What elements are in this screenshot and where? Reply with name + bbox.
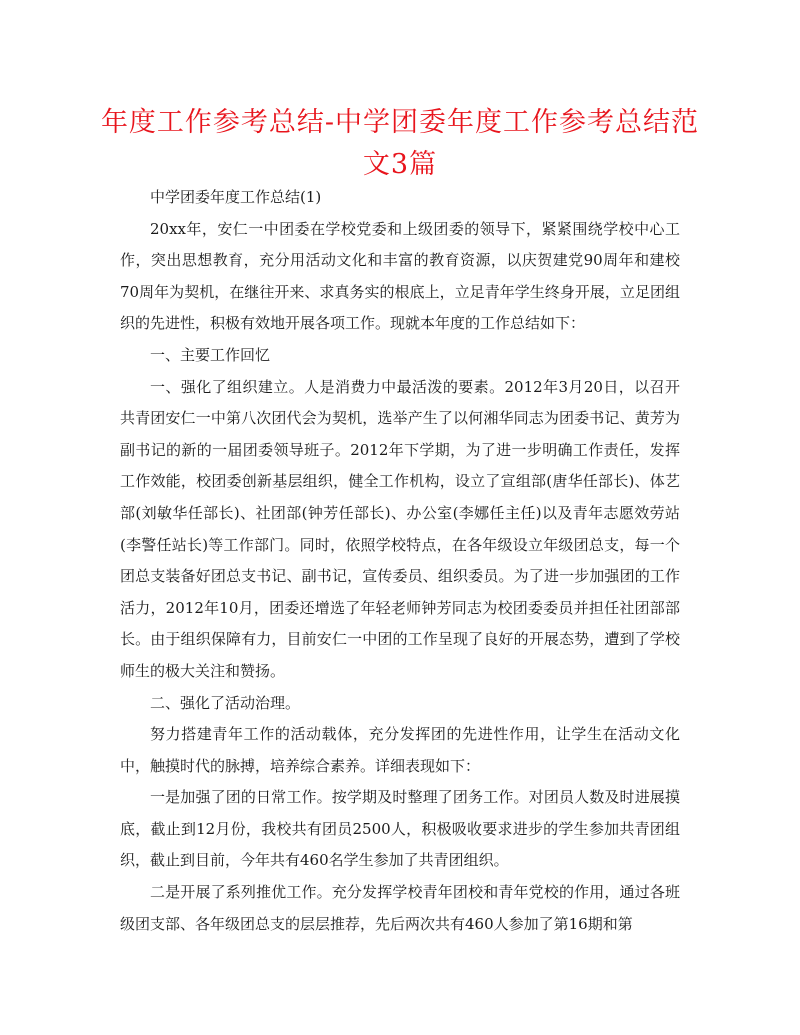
section-heading: 二、强化了活动治理。 [150, 693, 301, 712]
document-title: 年度工作参考总结-中学团委年度工作参考总结范文3篇 [100, 107, 700, 180]
body-paragraph: 一、强化了组织建立。人是消费力中最活泼的要素。2012年3月20日，以召开共青团安仁一中第八次团代会为契机，选举产生了以何湘华同志为团委书记、黄芳为副书记的新的一届团委领导班子。2012年下学期，为了进一步明确工作责任，发挥工作效能，校团委创新基层组织，健全工作机构，设立了宣组部(唐华任部长)、体艺部(刘敏华任部长)、社团部(钟芳任部长)、办公室(李娜任主任)以及青年志愿效劳站(李警任站长)等工作部门。同时，依照学校特点，在各年级设立年级团总支，每一个团总支装备好团总支书记、副书记，宣传委员、组织委员。为了进一步加强团的工作活力，2012年10月，团委还增选了年轻老师钟芳同志为校团委委员并担任社团部部长。由于组织保障有力，目前安仁一中团的工作呈现了良好的开展态势，遭到了学校师生的极大关注和赞扬。 [120, 377, 680, 680]
document-body [120, 182, 680, 940]
body-paragraph: 一是加强了团的日常工作。按学期及时整理了团务工作。对团员人数及时进展摸底，截止到12月份，我校共有团员2500人，积极吸收要求进步的学生参加共青团组织，截止到目前，今年共有460名学生参加了共青团组织。 [120, 788, 680, 870]
section-heading: 一、主要工作回忆 [150, 345, 271, 364]
body-paragraph: 20xx年，安仁一中团委在学校党委和上级团委的领导下，紧紧围绕学校中心工作，突出思想教育，充分用活动文化和丰富的教育资源，以庆贺建党90周年和建校70周年为契机，在继往开来、求真务实的根底上，立足青年学生终身开展，立足团组织的先进性，积极有效地开展各项工作。现就本年度的工作总结如下： [120, 219, 680, 333]
section-heading: 中学团委年度工作总结(1) [150, 188, 322, 206]
body-paragraph: 努力搭建青年工作的活动载体，充分发挥团的先进性作用，让学生在活动文化中，触摸时代的脉搏，培养综合素养。详细表现如下： [120, 725, 680, 775]
body-paragraph: 二是开展了系列推优工作。充分发挥学校青年团校和青年党校的作用，通过各班级团支部、各年级团总支的层层推荐，先后两次共有460人参加了第16期和第 [120, 883, 680, 933]
